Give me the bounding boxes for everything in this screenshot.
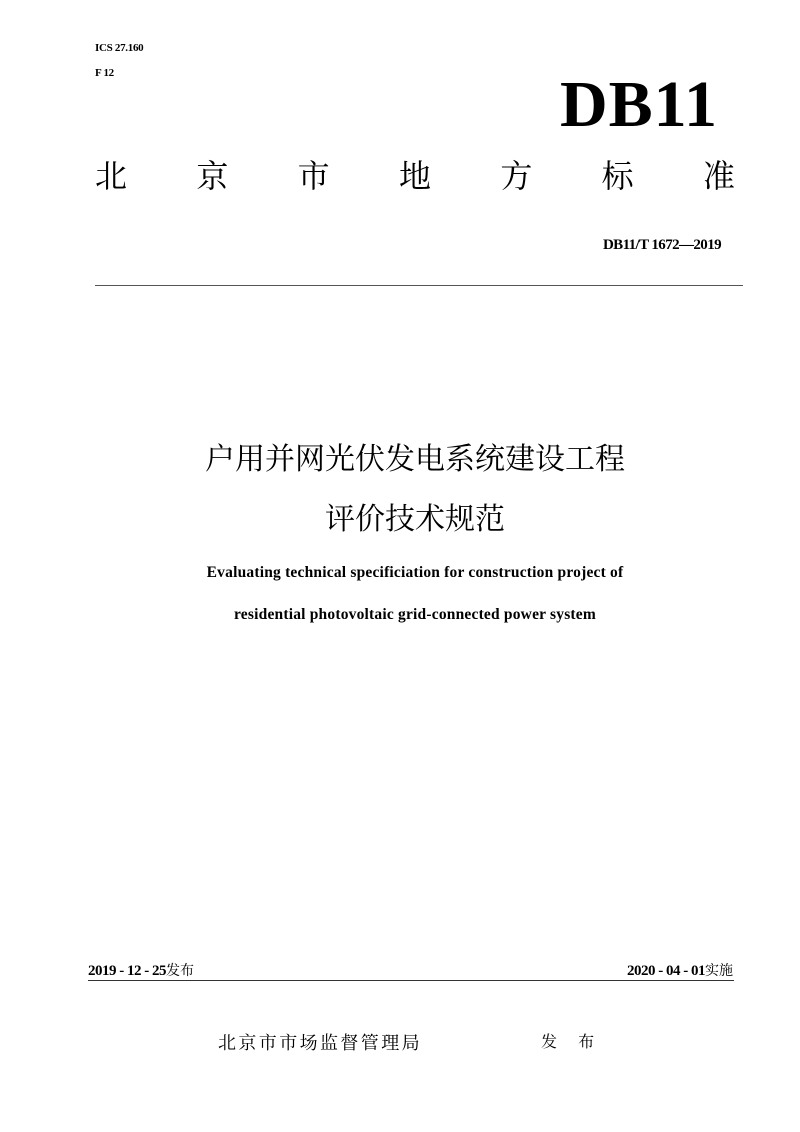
db11-logo: DB11 (559, 68, 718, 141)
issue-date-label: 发布 (166, 963, 194, 979)
standard-type-char: 北 (95, 157, 128, 195)
title-english-line-2: residential photovoltaic grid-connected power system (234, 606, 596, 623)
standard-type-char: 标 (601, 157, 634, 195)
header-divider (95, 285, 743, 286)
footer-divider (88, 980, 734, 981)
ccs-code: F 12 (95, 67, 114, 79)
standard-type-char: 市 (297, 157, 330, 195)
issue-date-value: 2019 - 12 - 25 (88, 963, 166, 979)
issue-date (88, 960, 194, 981)
standard-type-char: 京 (196, 157, 229, 195)
standard-number: DB11/T 1672—2019 (602, 237, 721, 253)
title-chinese-line-2: 评价技术规范 (325, 502, 505, 537)
implementation-date-label: 实施 (705, 963, 733, 979)
standard-type-heading (95, 156, 735, 196)
implementation-date-value: 2020 - 04 - 01 (627, 963, 705, 979)
standard-type-char: 方 (500, 157, 533, 195)
publisher-action: 发 布 (541, 1032, 603, 1051)
title-chinese-line-1: 户用并网光伏发电系统建设工程 (205, 442, 625, 477)
ics-code: ICS 27.160 (95, 42, 144, 54)
publisher-name: 北京市市场监督管理局 (218, 1033, 422, 1054)
standard-type-char: 准 (702, 157, 735, 195)
standard-type-char: 地 (398, 157, 431, 195)
title-english-line-1: Evaluating technical specificiation for construction project of (206, 564, 624, 581)
implementation-date (627, 960, 733, 981)
